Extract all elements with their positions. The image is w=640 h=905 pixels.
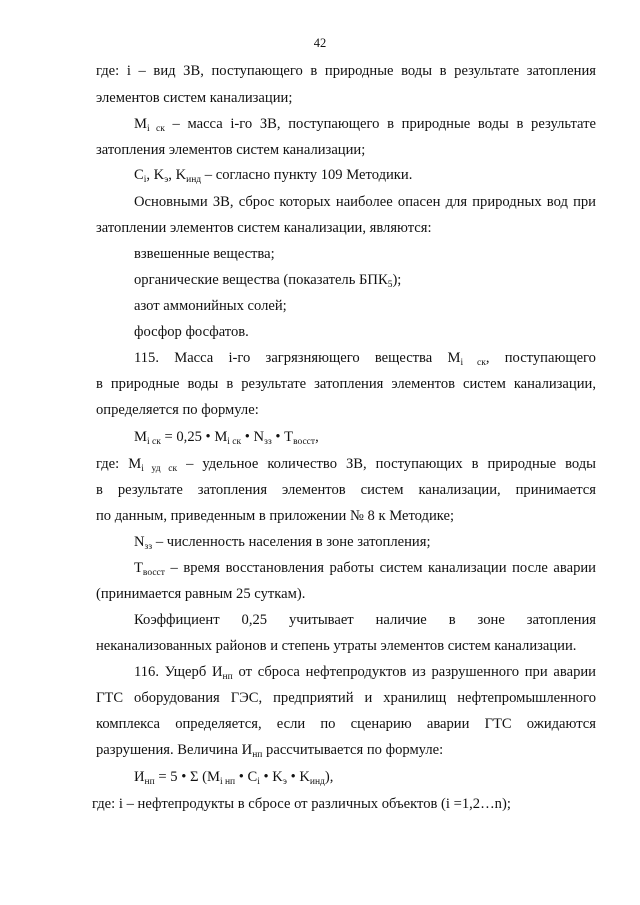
- text-line: определяется по формуле:: [96, 402, 259, 418]
- text-line: $T_{восст}$ – время восстановления работы систем канализации после аварии: [134, 560, 596, 578]
- text-line: $N_{зз}$ – численность населения в зоне затопления;: [134, 534, 431, 552]
- text-line: элементов систем канализации;: [96, 90, 293, 106]
- text-line: 115. Масса i-го загрязняющего вещества $M_{i ск}$, поступающего: [134, 350, 596, 368]
- text-line: взвешенные вещества;: [134, 246, 275, 262]
- text-line: ГТС оборудования ГЭС, предприятий и хранилищ нефтепромышленного: [96, 690, 596, 706]
- formula-line: $И_{нп} = 5$ • Σ ($M_{i нп}$ • $C_i$ • $K_э$ • $K_{инд}$),: [134, 769, 334, 787]
- text-line: (принимается равным 25 суткам).: [96, 586, 306, 602]
- text-line: Основными ЗВ, сброс которых наиболее опасен для природных вод при: [134, 194, 596, 210]
- text-line: Коэффициент 0,25 учитывает наличие в зоне затопления: [134, 612, 596, 628]
- text-line: азот аммонийных солей;: [134, 298, 287, 314]
- text-line: разрушения. Величина $И_{нп}$ рассчитывается по формуле:: [96, 742, 444, 760]
- page-number: 42: [313, 36, 327, 50]
- text-line: 116. Ущерб $И_{нп}$ от сброса нефтепродуктов из разрушенного при аварии: [134, 664, 596, 682]
- text-line: по данным, приведенным в приложении № 8 к Методике;: [96, 508, 455, 524]
- text-line: где: i – нефтепродукты в сбросе от различных объектов (i =1,2…n);: [92, 796, 511, 812]
- text-line: в результате затопления элементов систем канализации, принимается: [96, 482, 596, 498]
- text-line: $C_i$, $K_э$, $K_{инд}$ – согласно пункту 109 Методики.: [134, 167, 413, 185]
- text-line: где: i – вид ЗВ, поступающего в природные воды в результате затопления: [96, 63, 596, 79]
- text-line: органические вещества (показатель $БПК_5$);: [134, 272, 402, 290]
- text-line: где: $M_{i уд ск}$ – удельное количество ЗВ, поступающих в природные воды: [96, 456, 596, 474]
- text-line: неканализованных районов и степень утраты элементов систем канализации.: [96, 638, 577, 654]
- text-line: затоплении элементов систем канализации, являются:: [96, 220, 432, 236]
- text-line: $M_{i ск}$ – масса i-го ЗВ, поступающего в природные воды в результате: [134, 116, 596, 134]
- text-line: комплекса определяется, если по сценарию аварии ГТС ожидаются: [96, 716, 596, 732]
- formula-line: $M_{i ск} = 0,25$ • $M_{i ск}$ • $N_{зз}$ • $T_{восст}$,: [134, 429, 319, 447]
- text-line: фосфор фосфатов.: [134, 324, 249, 340]
- text-line: в природные воды в результате затопления элементов систем канализации,: [96, 376, 596, 392]
- text-line: затопления элементов систем канализации;: [96, 142, 366, 158]
